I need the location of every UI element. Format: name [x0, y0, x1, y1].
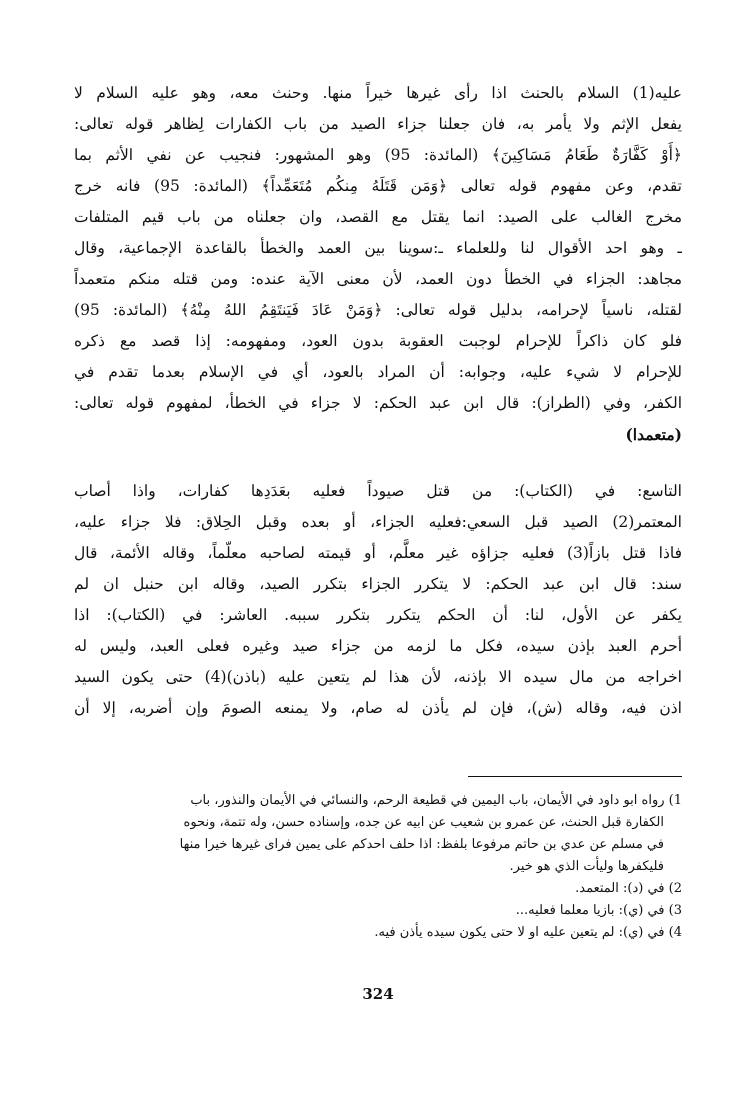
- text-line: فلو كان ذاكراً للإحرام لوجبت العقوبة بدون العود، ومفهومه: إذا قصد مع ذكره: [74, 332, 682, 350]
- text-line: مجاهد: الجزاء في الخطأ دون العمد، لأن معنى الآية عنده: ومن قتله منكم متعمداً: [74, 270, 682, 288]
- footnote-line: 2) في (د): المتعمد.: [575, 881, 682, 896]
- text-line: اخراجه من مال سيده الا بإذنه، لأن هذا لم يتعين عليه (باذن)(4) حتى يكون السيد: [74, 668, 682, 686]
- text-line: لقتله، ناسياً لإحرامه، بدليل قوله تعالى: ﴿وَمَنْ عَادَ فَيَنتَقِمُ اللهُ مِنْهُ﴾ (المائدة: 95): [74, 301, 682, 319]
- text-line: للإحرام لا شيء عليه، وجوابه: أن المراد بالعود، أي في الإسلام بعدما تقدم في: [74, 363, 682, 381]
- paragraph-gap: [74, 450, 682, 476]
- text-line: مخرج الغالب على الصيد: انما يقتل مع القصد، وان جعلناه من باب قيم المتلفات: [74, 208, 682, 226]
- footnotes: [74, 790, 682, 944]
- text-line: الكفر، وفي (الطراز): قال ابن عبد الحكم: لا جزاء في الخطأ، لمفهوم قوله تعالى:: [74, 394, 682, 412]
- footnote-line: 1) رواه ابو داود في الأيمان، باب اليمين في قطيعة الرحم، والنسائي في الأيمان والنذور، باب: [190, 793, 682, 808]
- footnote-divider: [468, 776, 682, 777]
- text-line: ـ وهو احد الأقوال لنا وللعلماء ـ:سوينا بين العمد والخطأ بالقاعدة الإجماعية، وقال: [74, 239, 682, 257]
- text-line: سند: قال ابن عبد الحكم: لا يتكرر الجزاء بتكرر الصيد، وقاله ابن حنبل ان لم: [74, 575, 682, 593]
- text-line: أحرم العبد بإذن سيده، فكل ما لزمه من جزاء صيد وغيره فعلى العبد، وليس له: [74, 637, 682, 655]
- text-line: اذن فيه، وقاله (ش)، فإن لم يأذن له صام، ولا يمنعه الصومَ وإن أضربه، إلا أن: [74, 699, 682, 717]
- text-line: ﴿أَوْ كَفَّارَةٌ طَعَامُ مَسَاكِينَ﴾ (المائدة: 95) وهو المشهور: فنجيب عن نفي الأثم بما: [74, 146, 682, 164]
- text-line: (متعمدا): [625, 425, 682, 444]
- text-line: يكفر عن الأول، لنا: أن الحكم يتكرر بتكرر سببه. العاشر: في (الكتاب): اذا: [74, 606, 682, 624]
- footnote-line: 3) في (ي): بازيا معلما فعليه...: [515, 903, 682, 918]
- text-line: يفعل الإثم ولا يأمر به، فان جعلنا جزاء الصيد من باب الكفارات لِظاهر قوله تعالى:: [74, 115, 682, 133]
- main-text: [74, 78, 682, 724]
- footnote-line: في مسلم عن عدي بن حاتم مرفوعا بلفظ: اذا حلف احدكم على يمين فراى غيرها خيرا منها: [179, 837, 664, 852]
- text-line: التاسع: في (الكتاب): من قتل صيوداً فعليه بعَدَدِها كفارات، واذا أصاب: [74, 482, 682, 500]
- text-line: المعتمر(2) الصيد قبل السعي:فعليه الجزاء، أو بعده وقبل الحِلاق: فلا جزاء عليه،: [74, 513, 682, 531]
- footnote-line: 4) في (ي): لم يتعين عليه او لا حتى يكون سيده يأذن فيه.: [374, 925, 682, 940]
- footnote-line: فليكفرها وليأت الذي هو خير.: [509, 859, 664, 874]
- page-number: 324: [362, 985, 394, 1003]
- text-line: عليه(1) السلام بالحنث اذا رأى غيرها خيراً منها. وحنث معه، وهو عليه السلام لا: [74, 84, 682, 102]
- text-line: فاذا قتل بازاً(3) فعليه جزاؤه غير معلَّم، أو قيمته لصاحبه معلّماً، وقاله الأئمة، قال: [74, 544, 682, 562]
- text-line: تقدم، وعن مفهوم قوله تعالى ﴿وَمَن قَتَلَهُ مِنكُم مُتَعَمِّداً﴾ (المائدة: 95) فانه خرج: [74, 177, 682, 195]
- footnote-line: الكفارة قبل الحنث، عن عمرو بن شعيب عن ابيه عن جده، وإسناده حسن، وله تتمة، ونحوه: [183, 815, 664, 830]
